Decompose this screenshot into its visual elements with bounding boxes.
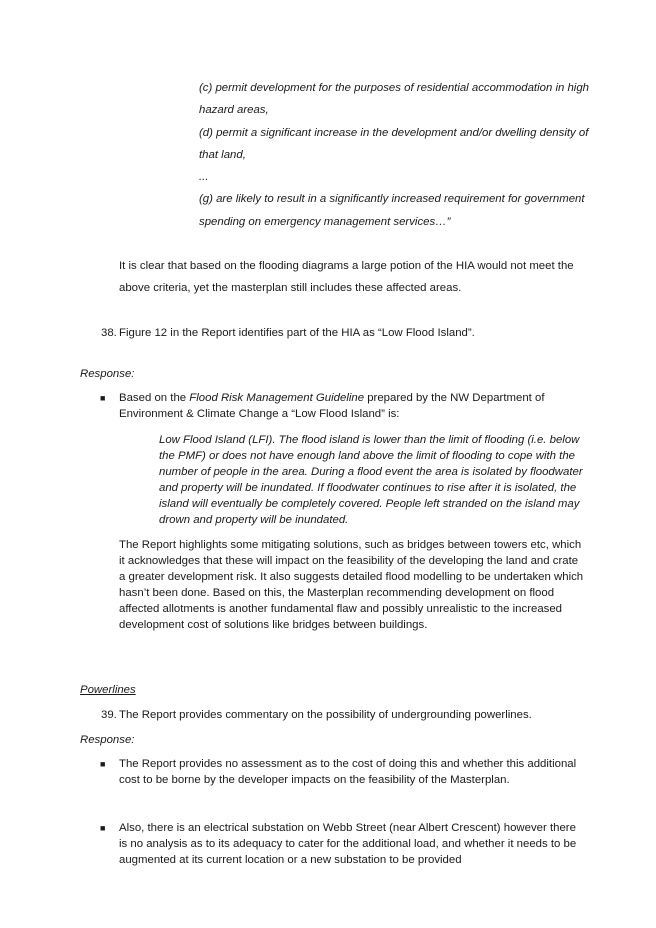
lfi-definition-quote: Low Flood Island (LFI). The flood island is lower than the limit of flooding (i.e. below the PMF) or does not have enough land above the limit of flooding to cope with the number of people in the area. During a flood event the area is isolated by floodwater and property will be inundated. If floodwater continues to rise after it is isolated, the island will eventually be completely covered. People left stranded on the island may drown and property will be inundated. [159,434,583,526]
bullet-text-suffix: prepared by the NW Department of Environment & Climate Change a “Low Flood Island” is: [119,392,545,420]
bullet-text [119,390,582,422]
quote-ellipsis: ... [199,171,209,184]
quote-clause-g: (g) are likely to result in a significantly increased requirement for government spending on emergency management services…” [199,193,585,228]
quote-clause-c: (c) permit development for the purposes of residential accommodation in high hazard areas, [199,82,590,117]
bullet-marker: ■ [100,393,106,403]
section-heading-powerlines: Powerlines [80,684,136,696]
quote-clause-d: (d) permit a significant increase in the development and/or dwelling density of that land, [199,126,589,161]
numbered-item-39 [101,707,601,723]
legislation-quote [199,77,589,233]
bullet-text-prefix: Based on the [119,392,190,404]
item-number: 38. [101,327,117,339]
bullet-flood-guideline [100,390,582,422]
bullet-marker: ■ [100,823,106,833]
guideline-title: Flood Risk Management Guideline [189,392,365,404]
mitigation-paragraph: The Report highlights some mitigating solutions, such as bridges between towers etc, which it acknowledges that these will impact on the feasibility of the developing the land and crate a greater development risk. It also suggests detailed flood modelling to be undertaken which hasn’t been done. Based on this, the Masterplan recommending development on flood affected allotments is another fundamental flaw and possibly unrealistic to the increased development cost of solutions like bridges between buildings. [119,539,584,631]
item-text: The Report provides commentary on the possibility of undergrounding powerlines. [119,709,532,721]
criteria-paragraph: It is clear that based on the flooding diagrams a large potion of the HIA would not meet the above criteria, yet the masterplan still includes these affected areas. [119,260,574,294]
bullet-cost-assessment [100,756,582,788]
bullet-text: Also, there is an electrical substation on Webb Street (near Albert Crescent) however there is no analysis as to its adequacy to cater for the additional load, and whether it needs to be augmented at its current location or a new substation to be provided [119,822,577,866]
response-label: Response: [80,368,135,380]
bullet-marker: ■ [100,759,106,769]
response-label: Response: [80,734,135,746]
numbered-item-38 [101,325,601,341]
item-number: 39. [101,709,117,721]
bullet-text: The Report provides no assessment as to the cost of doing this and whether this additional cost to be borne by the developer impacts on the feasibility of the Masterplan. [119,758,577,786]
bullet-substation [100,820,582,868]
item-text: Figure 12 in the Report identifies part of the HIA as “Low Flood Island”. [119,327,475,339]
